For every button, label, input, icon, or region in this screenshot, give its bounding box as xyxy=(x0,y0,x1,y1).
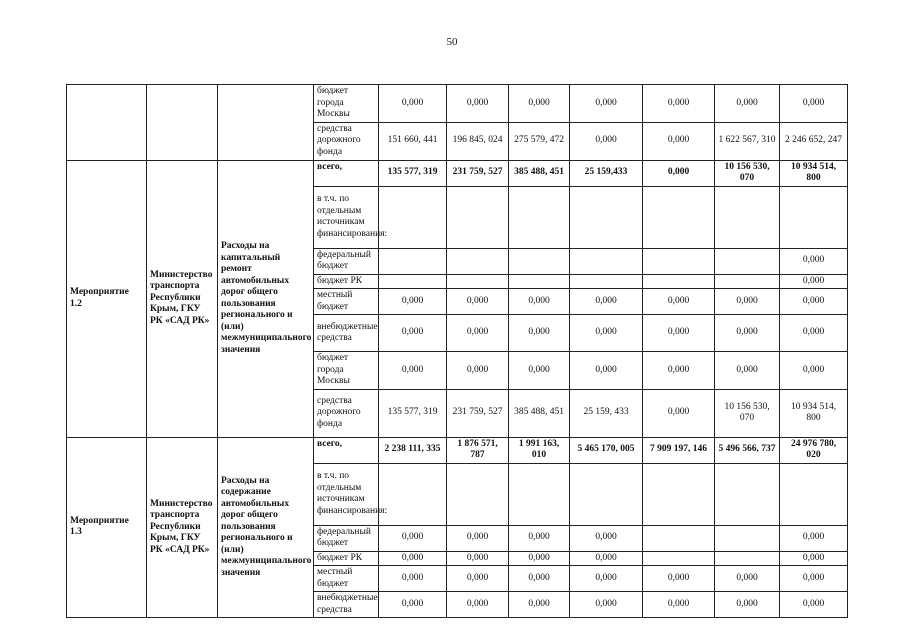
value-cell: 385 488, 451 xyxy=(509,160,570,186)
table-row xyxy=(67,160,848,186)
funding-source-cell: федеральный бюджет xyxy=(314,248,379,274)
value-cell: 0,000 xyxy=(447,352,509,390)
funding-source-cell: всего, xyxy=(314,437,379,463)
value-cell xyxy=(447,186,509,248)
description-cell: Расходы на содержание автомобильных дорог общего пользования регионального и (или) межмуниципального значения xyxy=(218,437,314,618)
value-cell: 0,000 xyxy=(570,85,643,123)
value-cell: 0,000 xyxy=(570,315,643,352)
value-cell: 0,000 xyxy=(447,315,509,352)
value-cell: 0,000 xyxy=(643,289,715,315)
value-cell: 10 156 530, 070 xyxy=(715,160,780,186)
value-cell: 0,000 xyxy=(570,551,643,566)
funding-source-cell: местный бюджет xyxy=(314,566,379,592)
value-cell: 0,000 xyxy=(643,352,715,390)
event-name-cell: Мероприятие 1.2 xyxy=(67,160,147,437)
executor-cell: Министерство транспорта Республики Крым, ГКУ РК «САД РК» xyxy=(147,437,218,618)
description-cell: Расходы на капитальный ремонт автомобильных дорог общего пользования регионального и (или) межмуниципального значения xyxy=(218,160,314,437)
value-cell: 0,000 xyxy=(780,551,848,566)
value-cell: 0,000 xyxy=(780,566,848,592)
value-cell: 0,000 xyxy=(643,592,715,618)
value-cell: 10 934 514, 800 xyxy=(780,160,848,186)
value-cell: 0,000 xyxy=(715,566,780,592)
value-cell: 0,000 xyxy=(643,389,715,437)
value-cell: 151 660, 441 xyxy=(379,122,447,160)
value-cell: 0,000 xyxy=(643,122,715,160)
value-cell xyxy=(643,525,715,551)
funding-source-cell: средства дорожного фонда xyxy=(314,389,379,437)
value-cell xyxy=(379,274,447,289)
table-row xyxy=(67,437,848,463)
value-cell xyxy=(509,186,570,248)
value-cell: 0,000 xyxy=(780,289,848,315)
value-cell xyxy=(715,551,780,566)
value-cell: 0,000 xyxy=(780,592,848,618)
value-cell: 0,000 xyxy=(509,551,570,566)
value-cell: 0,000 xyxy=(780,315,848,352)
value-cell: 135 577, 319 xyxy=(379,389,447,437)
value-cell: 0,000 xyxy=(379,352,447,390)
value-cell xyxy=(379,248,447,274)
value-cell: 0,000 xyxy=(379,289,447,315)
page-number: 50 xyxy=(446,36,458,48)
value-cell: 0,000 xyxy=(570,525,643,551)
value-cell xyxy=(780,186,848,248)
value-cell xyxy=(715,186,780,248)
value-cell xyxy=(570,274,643,289)
value-cell xyxy=(509,248,570,274)
value-cell: 0,000 xyxy=(715,85,780,123)
value-cell xyxy=(447,463,509,525)
value-cell: 0,000 xyxy=(447,525,509,551)
value-cell: 10 156 530, 070 xyxy=(715,389,780,437)
value-cell: 0,000 xyxy=(447,85,509,123)
value-cell xyxy=(447,274,509,289)
value-cell xyxy=(509,274,570,289)
value-cell: 0,000 xyxy=(447,551,509,566)
value-cell: 0,000 xyxy=(643,160,715,186)
value-cell: 231 759, 527 xyxy=(447,160,509,186)
value-cell: 0,000 xyxy=(715,592,780,618)
value-cell: 0,000 xyxy=(379,85,447,123)
value-cell: 0,000 xyxy=(509,566,570,592)
value-cell: 1 876 571, 787 xyxy=(447,437,509,463)
funding-source-cell: в т.ч. по отдельным источникам финансирования: xyxy=(314,186,379,248)
value-cell xyxy=(715,463,780,525)
value-cell: 0,000 xyxy=(509,352,570,390)
funding-source-cell: средства дорожного фонда xyxy=(314,122,379,160)
value-cell: 0,000 xyxy=(715,289,780,315)
budget-table xyxy=(66,84,848,618)
value-cell: 10 934 514, 800 xyxy=(780,389,848,437)
value-cell xyxy=(570,248,643,274)
value-cell: 0,000 xyxy=(780,274,848,289)
value-cell: 1 622 567, 310 xyxy=(715,122,780,160)
value-cell: 0,000 xyxy=(570,122,643,160)
value-cell: 231 759, 527 xyxy=(447,389,509,437)
value-cell: 25 159,433 xyxy=(570,160,643,186)
budget-table-body xyxy=(67,85,848,618)
value-cell: 0,000 xyxy=(570,566,643,592)
value-cell: 0,000 xyxy=(780,85,848,123)
executor-cell: Министерство транспорта Республики Крым, ГКУ РК «САД РК» xyxy=(147,160,218,437)
value-cell xyxy=(715,274,780,289)
value-cell: 0,000 xyxy=(379,525,447,551)
value-cell: 2 246 652, 247 xyxy=(780,122,848,160)
value-cell: 0,000 xyxy=(379,315,447,352)
funding-source-cell: внебюджетные средства xyxy=(314,592,379,618)
value-cell: 0,000 xyxy=(379,592,447,618)
value-cell xyxy=(780,463,848,525)
value-cell: 0,000 xyxy=(643,315,715,352)
value-cell: 196 845, 024 xyxy=(447,122,509,160)
value-cell: 0,000 xyxy=(447,289,509,315)
value-cell: 0,000 xyxy=(643,566,715,592)
value-cell: 25 159, 433 xyxy=(570,389,643,437)
funding-source-cell: бюджет города Москвы xyxy=(314,85,379,123)
funding-source-cell: бюджет города Москвы xyxy=(314,352,379,390)
value-cell: 1 991 163, 010 xyxy=(509,437,570,463)
value-cell xyxy=(447,248,509,274)
value-cell xyxy=(715,248,780,274)
value-cell: 0,000 xyxy=(509,289,570,315)
value-cell xyxy=(379,186,447,248)
value-cell: 0,000 xyxy=(509,525,570,551)
value-cell: 0,000 xyxy=(715,315,780,352)
value-cell: 5 465 170, 005 xyxy=(570,437,643,463)
value-cell: 385 488, 451 xyxy=(509,389,570,437)
funding-source-cell: всего, xyxy=(314,160,379,186)
value-cell: 0,000 xyxy=(570,289,643,315)
value-cell xyxy=(509,463,570,525)
value-cell: 0,000 xyxy=(780,352,848,390)
value-cell: 0,000 xyxy=(643,85,715,123)
value-cell xyxy=(643,248,715,274)
value-cell xyxy=(643,186,715,248)
value-cell xyxy=(643,551,715,566)
value-cell xyxy=(643,274,715,289)
value-cell xyxy=(570,186,643,248)
value-cell: 0,000 xyxy=(379,566,447,592)
funding-source-cell: бюджет РК xyxy=(314,551,379,566)
event-name-cell-empty xyxy=(67,85,147,161)
value-cell: 0,000 xyxy=(379,551,447,566)
description-cell-empty xyxy=(218,85,314,161)
value-cell: 0,000 xyxy=(780,248,848,274)
value-cell xyxy=(715,525,780,551)
value-cell xyxy=(379,463,447,525)
value-cell: 2 238 111, 335 xyxy=(379,437,447,463)
funding-source-cell: бюджет РК xyxy=(314,274,379,289)
value-cell: 7 909 197, 146 xyxy=(643,437,715,463)
value-cell: 135 577, 319 xyxy=(379,160,447,186)
funding-source-cell: в т.ч. по отдельным источникам финансирования: xyxy=(314,463,379,525)
value-cell: 275 579, 472 xyxy=(509,122,570,160)
value-cell: 0,000 xyxy=(715,352,780,390)
value-cell: 0,000 xyxy=(570,592,643,618)
funding-source-cell: местный бюджет xyxy=(314,289,379,315)
value-cell: 0,000 xyxy=(509,85,570,123)
value-cell xyxy=(570,463,643,525)
value-cell: 0,000 xyxy=(447,592,509,618)
funding-source-cell: внебюджетные средства xyxy=(314,315,379,352)
value-cell: 5 496 566, 737 xyxy=(715,437,780,463)
value-cell: 0,000 xyxy=(780,525,848,551)
table-row xyxy=(67,85,848,123)
value-cell: 0,000 xyxy=(570,352,643,390)
value-cell: 0,000 xyxy=(509,315,570,352)
event-name-cell: Мероприятие 1.3 xyxy=(67,437,147,618)
value-cell xyxy=(643,463,715,525)
value-cell: 24 976 780, 020 xyxy=(780,437,848,463)
value-cell: 0,000 xyxy=(447,566,509,592)
value-cell: 0,000 xyxy=(509,592,570,618)
funding-source-cell: федеральный бюджет xyxy=(314,525,379,551)
executor-cell-empty xyxy=(147,85,218,161)
